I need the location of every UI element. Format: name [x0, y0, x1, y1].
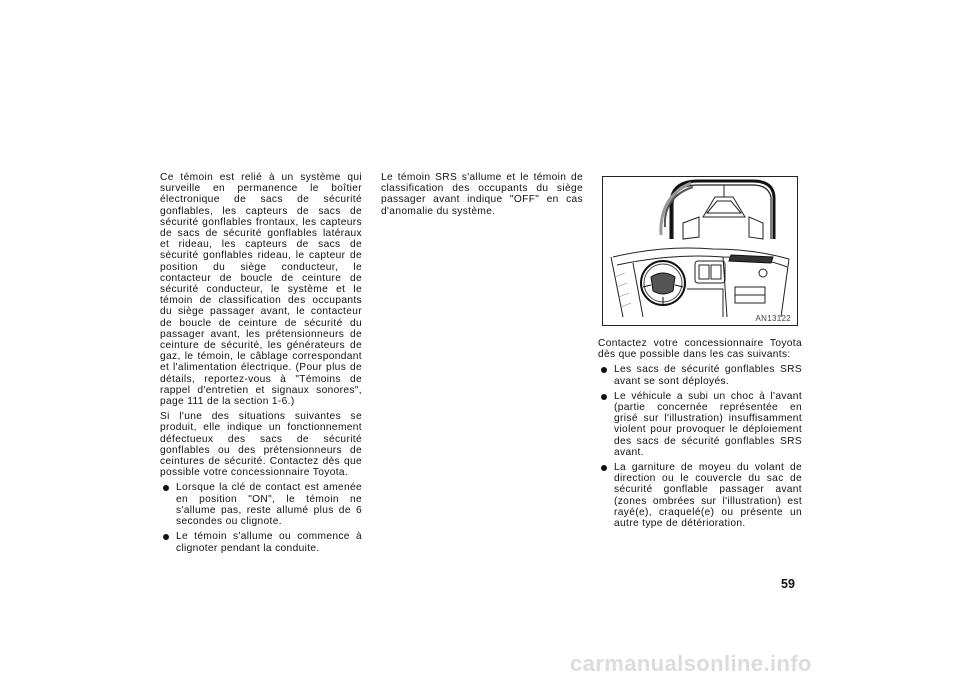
list-item: La garniture de moyeu du volant de direction ou le couvercle du sac de sécurité gonflable passager avant (zones ombrées sur l'illustration) est rayé(e), craquelé(e) ou présente un autre type de détérioration. — [598, 462, 802, 529]
malfunction-paragraph: Si l'une des situations suivantes se produit, elle indique un fonctionnement défectueux des sacs de sécurité gonflables ou des prétensionneurs de ceintures de sécurité. Contactez dès que possible votre concessionnaire Toyota. — [160, 411, 362, 479]
middle-column — [381, 172, 583, 221]
list-item: Les sacs de sécurité gonflables SRS avant se sont déployés. — [598, 364, 802, 386]
passenger-airbag-cover-icon — [729, 255, 773, 263]
contact-dealer-paragraph: Contactez votre concessionnaire Toyota dès que possible dans les cas suivants: — [598, 338, 802, 361]
right-column — [598, 338, 802, 533]
srs-indicator-paragraph: Le témoin SRS s'allume et le témoin de classification des occupants du siège passager avant indique "OFF" en cas d'anomalie du système. — [381, 172, 583, 217]
list-item: Lorsque la clé de contact est amenée en position "ON", le témoin ne s'allume pas, reste allumé plus de 6 secondes ou clignote. — [160, 482, 362, 527]
watermark: carmanualsonline.info — [570, 651, 812, 676]
bullet-icon — [601, 367, 607, 373]
page-number: 59 — [781, 577, 795, 591]
inspection-cases-list — [598, 364, 802, 529]
list-item: Le véhicule a subi un choc à l'avant (partie concernée représentée en grisé sur l'illustration) insuffisamment violent pour provoquer le déploiement des sacs de sécurité gonflables SRS avant. — [598, 391, 802, 458]
left-column — [160, 172, 362, 558]
malfunction-list — [160, 482, 362, 553]
srs-system-paragraph: Ce témoin est relié à un système qui surveille en permanence le boîtier électronique de sacs de sécurité gonflables, les capteurs de sacs de sécurité gonflables frontaux, les capteurs de sacs de sécurité gonflables latéraux et rideau, les capteurs de sacs de sécurité gonflables rideau, le capteur de position du siège conducteur, le contacteur de boucle de ceinture de sécurité conducteur, le système et le témoin de classification des occupants du siège passager avant, le contacteur de boucle de ceinture de sécurité du passager avant, les prétensionneurs de ceinture de sécurité, les générateurs de gaz, le témoin, le câblage correspondant et l'alimentation électrique. (Pour plus de détails, reportez-vous à "Témoins de rappel d'entretien et signaux sonores", page 111 de la section 1-6.) — [160, 172, 362, 408]
steering-wheel-icon — [641, 261, 685, 305]
figure-code: AN13122 — [755, 314, 791, 323]
list-item: Le témoin s'allume ou commence à clignoter pendant la conduite. — [160, 531, 362, 553]
bullet-icon — [601, 465, 607, 471]
car-top-view-icon — [661, 181, 774, 239]
bullet-icon — [601, 394, 607, 400]
vehicle-illustration — [602, 176, 798, 326]
bullet-icon — [163, 534, 169, 540]
bullet-icon — [163, 485, 169, 491]
car-dashboard-drawing-icon — [603, 177, 797, 325]
